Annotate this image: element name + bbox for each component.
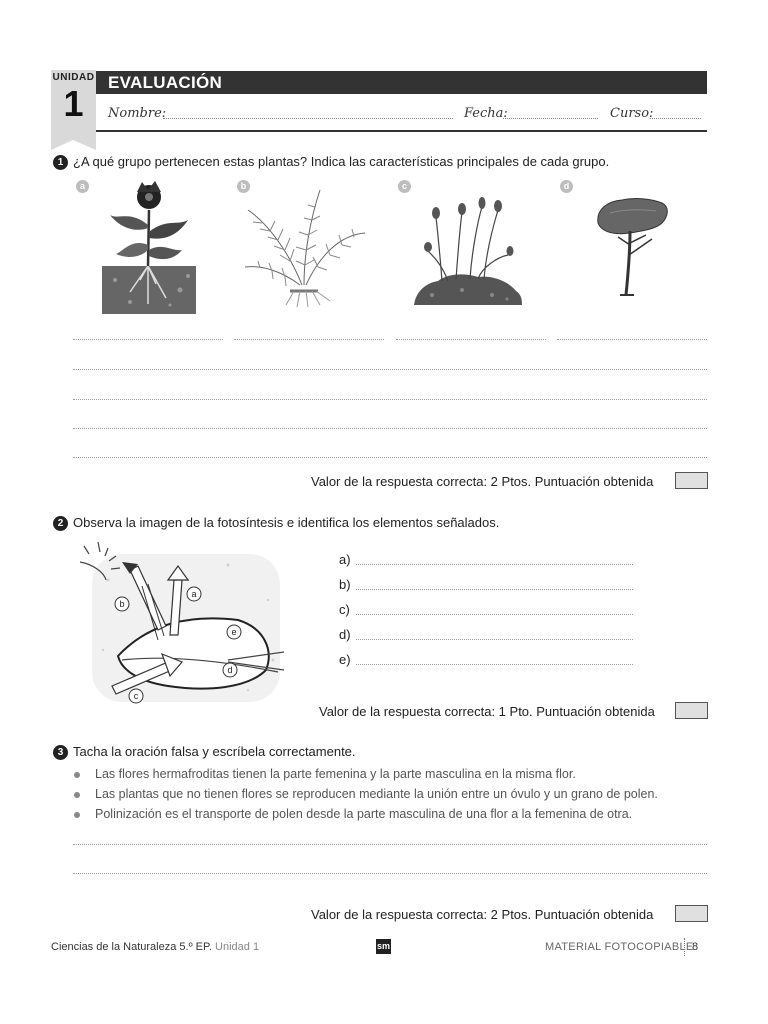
diagram-label-b: b <box>119 599 125 609</box>
score-box[interactable] <box>675 702 708 719</box>
fern-icon <box>240 185 370 310</box>
answer-line-d[interactable] <box>557 338 707 340</box>
footer-unit: Unidad 1 <box>215 941 260 953</box>
score-text: Valor de la respuesta correcta: 2 Ptos. Puntuación obtenida <box>311 474 654 489</box>
answer-line-e[interactable] <box>356 663 633 665</box>
answer-line-c[interactable] <box>356 613 633 615</box>
name-label: Nombre: <box>108 106 167 121</box>
question-number: 1 <box>53 155 68 170</box>
answer-line-c[interactable] <box>396 338 546 340</box>
question-text: Observa la imagen de la fotosíntesis e identifica los elementos señalados. <box>73 515 500 530</box>
footer-separator <box>684 938 685 956</box>
score-box[interactable] <box>675 905 708 922</box>
answer-line-d[interactable] <box>356 638 633 640</box>
bullet <box>74 812 80 818</box>
name-field[interactable] <box>163 106 453 119</box>
question-number: 3 <box>53 745 68 760</box>
unit-label: UNIDAD <box>52 72 95 83</box>
footer-subject <box>51 941 259 953</box>
answer-line[interactable] <box>73 456 707 458</box>
date-field[interactable] <box>503 106 598 119</box>
image-label-d: d <box>560 180 573 193</box>
diagram-label-d: d <box>227 665 233 675</box>
diagram-label-a: a <box>191 589 197 599</box>
page-number: 8 <box>692 941 699 953</box>
date-label: Fecha: <box>464 106 508 121</box>
statement-item[interactable]: Las plantas que no tienen flores se reproducen mediante la unión entre un óvulo y un grano de polen. <box>95 787 658 801</box>
moss-icon <box>412 195 524 307</box>
flowering-plant-icon <box>100 180 198 316</box>
image-label-b: b <box>237 180 250 193</box>
image-label-a: a <box>76 180 89 193</box>
diagram-label-c: c <box>133 691 139 701</box>
question-text: ¿A qué grupo pertenecen estas plantas? Indica las características principales de cada grupo. <box>73 154 610 169</box>
score-box[interactable] <box>675 472 708 489</box>
diagram-label-e: e <box>231 627 237 637</box>
image-label-c: c <box>398 180 411 193</box>
answer-label-b: b) <box>339 577 351 592</box>
answer-label-d: d) <box>339 627 351 642</box>
answer-line[interactable] <box>73 427 707 429</box>
answer-line-a[interactable] <box>356 563 633 565</box>
question-number: 2 <box>53 516 68 531</box>
header-rule <box>96 130 707 132</box>
title-bar <box>96 71 707 94</box>
answer-label-e: e) <box>339 652 351 667</box>
answer-label-a: a) <box>339 552 351 567</box>
footer-subject-text: Ciencias de la Naturaleza 5.º EP. <box>51 941 212 953</box>
answer-line-a[interactable] <box>73 338 223 340</box>
answer-line[interactable] <box>73 872 707 874</box>
bullet <box>74 772 80 778</box>
unit-tab <box>51 70 96 140</box>
answer-label-c: c) <box>339 602 350 617</box>
question-text: Tacha la oración falsa y escríbela correctamente. <box>73 744 356 759</box>
footer-material: MATERIAL FOTOCOPIABLE <box>545 941 694 953</box>
score-text: Valor de la respuesta correcta: 2 Ptos. Puntuación obtenida <box>311 907 654 922</box>
course-field[interactable] <box>650 106 701 119</box>
page-title: EVALUACIÓN <box>108 73 223 92</box>
score-text: Valor de la respuesta correcta: 1 Pto. Puntuación obtenida <box>319 704 655 719</box>
statement-item[interactable]: Las flores hermafroditas tienen la parte femenina y la parte masculina en la misma flor. <box>95 767 576 781</box>
answer-line-b[interactable] <box>234 338 384 340</box>
pine-tree-icon <box>590 195 672 297</box>
photosynthesis-diagram <box>78 540 284 706</box>
publisher-logo: sm <box>376 939 391 954</box>
unit-number: 1 <box>63 83 84 124</box>
answer-line-b[interactable] <box>356 588 633 590</box>
answer-line[interactable] <box>73 843 707 845</box>
answer-line[interactable] <box>73 398 707 400</box>
course-label: Curso: <box>610 106 654 121</box>
answer-line[interactable] <box>73 368 707 370</box>
bullet <box>74 792 80 798</box>
statement-item[interactable]: Polinización es el transporte de polen desde la parte masculina de una flor a la femenina de otra. <box>95 807 633 821</box>
